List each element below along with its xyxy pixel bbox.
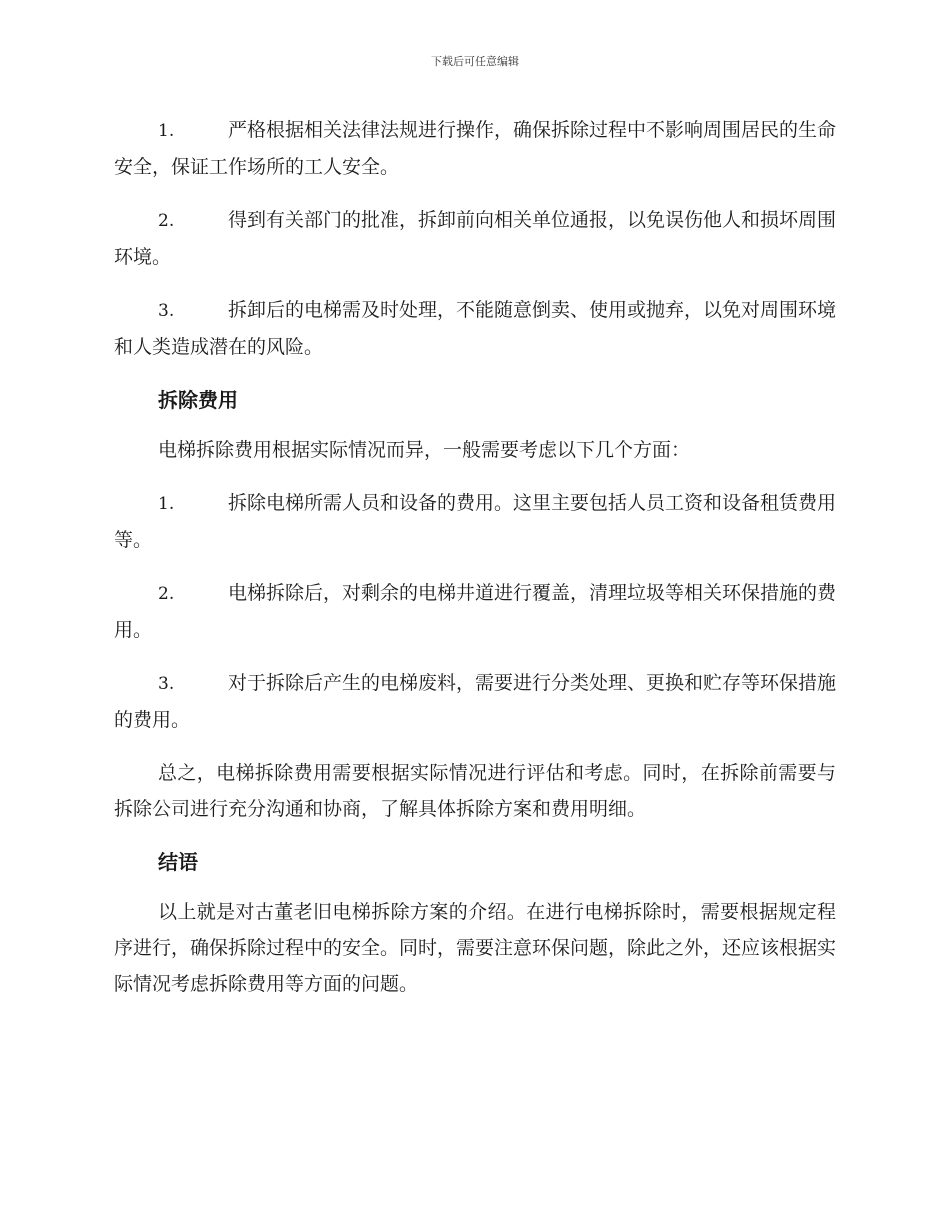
page-header: 下载后可任意编辑 — [431, 55, 519, 68]
list-item-number: 3. — [158, 301, 175, 321]
list-item-text: 电梯拆除后，对剩余的电梯井道进行覆盖，清理垃圾等相关环保措施的费用。 — [114, 582, 837, 641]
list-item-number: 1. — [158, 121, 175, 141]
list-item — [114, 202, 836, 275]
list-item-number: 2. — [158, 211, 175, 231]
list-item-text: 严格根据相关法律法规进行操作，确保拆除过程中不影响周围居民的生命安全，保证工作场所的工人安全。 — [114, 119, 837, 178]
cost-summary-paragraph: 总之，电梯拆除费用需要根据实际情况进行评估和考虑。同时，在拆除前需要与拆除公司进行充分沟通和协商，了解具体拆除方案和费用明细。 — [114, 762, 836, 820]
list-item-text: 得到有关部门的批准，拆卸前向相关单位通报，以免误伤他人和损坏周围环境。 — [114, 209, 837, 268]
list-item-number: 3. — [158, 674, 175, 694]
list-item — [114, 485, 836, 558]
list-item-text: 拆卸后的电梯需及时处理，不能随意倒卖、使用或抛弃，以免对周围环境和人类造成潜在的风险。 — [114, 299, 837, 358]
list-item-number: 1. — [158, 494, 175, 514]
list-item-number: 2. — [158, 584, 175, 604]
section-heading-cost: 拆除费用 — [158, 388, 238, 412]
list-item-text: 对于拆除后产生的电梯废料，需要进行分类处理、更换和贮存等环保措施的费用。 — [114, 672, 837, 731]
cost-intro-paragraph: 电梯拆除费用根据实际情况而异，一般需要考虑以下几个方面： — [158, 439, 691, 461]
list-item — [114, 292, 836, 365]
list-item — [114, 575, 836, 648]
list-item — [114, 665, 836, 738]
list-item — [114, 112, 836, 185]
document-body — [114, 112, 836, 1019]
conclusion-paragraph: 以上就是对古董老旧电梯拆除方案的介绍。在进行电梯拆除时，需要根据规定程序进行，确保拆除过程中的安全。同时，需要注意环保问题，除此之外，还应该根据实际情况考虑拆除费用等方面的问题。 — [114, 901, 837, 995]
list-item-text: 拆除电梯所需人员和设备的费用。这里主要包括人员工资和设备租赁费用等。 — [114, 492, 837, 551]
section-heading-conclusion: 结语 — [158, 850, 198, 874]
